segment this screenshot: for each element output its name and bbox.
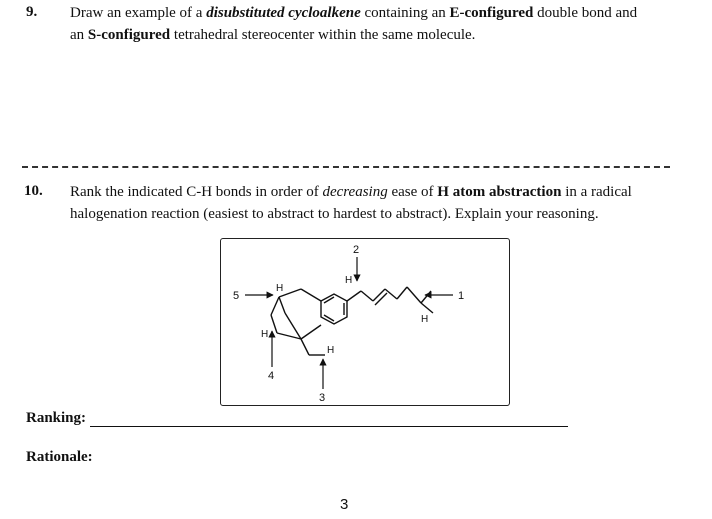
position-labels	[233, 244, 464, 404]
q9-emphasis-disubstituted: disubstituted cycloalkene	[206, 5, 361, 21]
ranking-answer-line[interactable]	[90, 426, 568, 427]
rationale-label: Rationale:	[26, 449, 93, 465]
question-9-line-2	[70, 24, 690, 46]
q10-text-part: in a radical	[561, 184, 632, 200]
section-divider	[22, 166, 670, 168]
q9-text-part: an	[70, 27, 88, 43]
q10-text-part: Rank the indicated C-H bonds in order of	[70, 184, 323, 200]
page-number: 3	[340, 496, 349, 513]
ranking-label: Ranking:	[26, 410, 87, 426]
q9-text-part: Draw an example of a	[70, 5, 207, 21]
label-2: 2	[353, 244, 360, 256]
h-label-2: H	[345, 275, 353, 286]
molecule-drawing	[221, 239, 509, 405]
q9-text-part: tetrahedral stereocenter within the same molecule.	[170, 27, 476, 43]
label-3: 3	[319, 392, 326, 404]
h-label-5: H	[276, 283, 284, 294]
question-9-line-1	[70, 2, 690, 24]
question-10-text	[70, 181, 690, 225]
q9-text-part: containing an	[360, 5, 450, 21]
h-label-1: H	[421, 314, 429, 325]
question-9-number: 9.	[26, 4, 38, 20]
q10-text-part: ease of	[387, 184, 438, 200]
question-10-line-1	[70, 181, 690, 203]
q9-emphasis-s-configured: S-configured	[87, 27, 171, 43]
label-5: 5	[233, 290, 240, 302]
question-10-line-2: halogenation reaction (easiest to abstract to hardest to abstract). Explain your reasoning.	[70, 206, 599, 222]
h-label-3: H	[327, 345, 335, 356]
structure-figure	[220, 238, 510, 406]
label-1: 1	[458, 290, 465, 302]
label-4: 4	[268, 370, 275, 382]
q10-emphasis-h-abstraction: H atom abstraction	[437, 184, 562, 200]
molecule-bonds	[271, 287, 433, 355]
q9-emphasis-e-configured: E-configured	[449, 5, 534, 21]
q9-text-part: double bond and	[533, 5, 638, 21]
h-label-4: H	[261, 329, 269, 340]
question-10-number: 10.	[24, 183, 43, 199]
question-9-text	[70, 2, 690, 46]
q10-emphasis-decreasing: decreasing	[322, 184, 388, 200]
